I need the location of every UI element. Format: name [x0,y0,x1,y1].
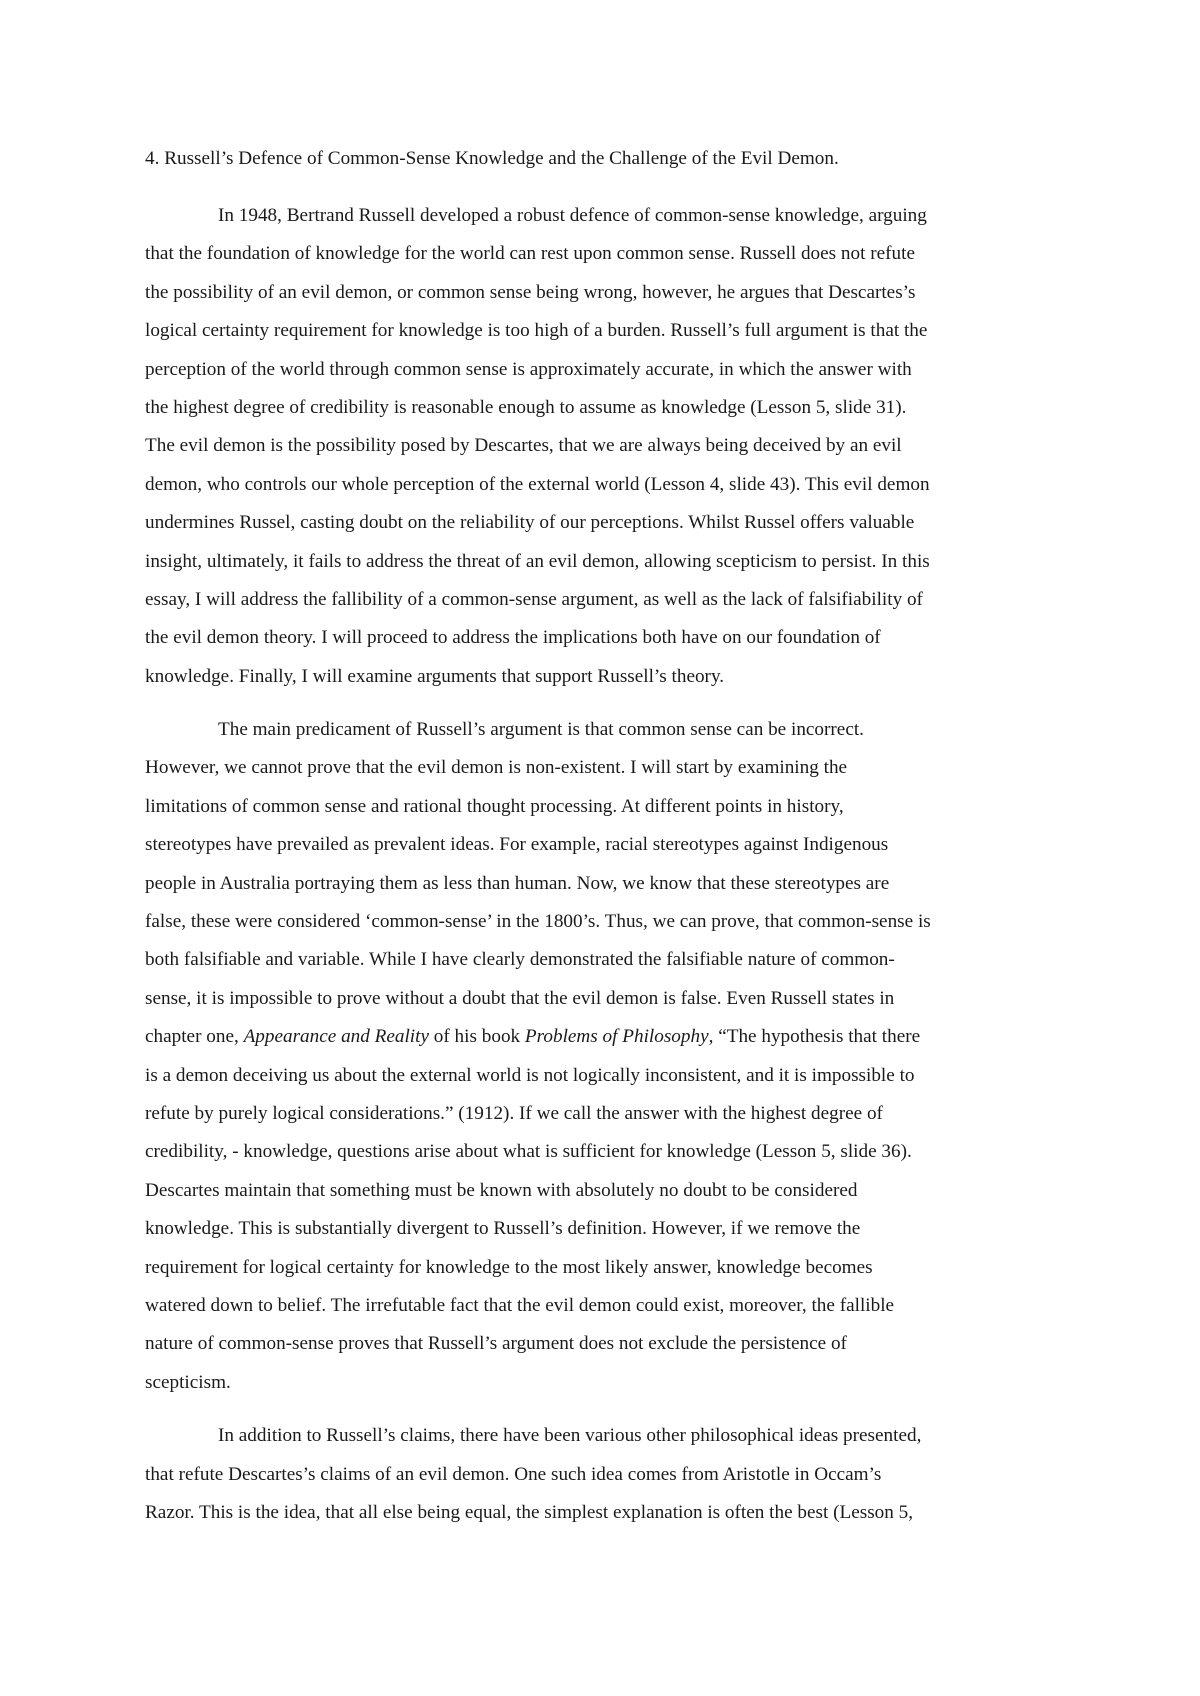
paragraph-line: watered down to belief. The irrefutable fact that the evil demon could exist, moreover, the fallible [145,1294,895,1316]
paragraph-line: stereotypes have prevailed as prevalent ideas. For example, racial stereotypes against Indigenous [145,834,889,856]
paragraph-3 [145,1417,1065,1532]
paragraph-line: knowledge. This is substantially divergent to Russell’s definition. However, if we remove the [145,1218,861,1240]
line-segment: , “The hypothesis that there [708,1026,921,1048]
paragraph-line: scepticism. [145,1371,231,1393]
paragraph-line: is a demon deceiving us about the external world is not logically inconsistent, and it is impossible to [145,1064,915,1086]
line-segment: chapter one, [145,1026,244,1048]
paragraph-line: essay, I will address the fallibility of a common-sense argument, as well as the lack of falsifiability of [145,588,923,610]
paragraph-line: In addition to Russell’s claims, there have been various other philosophical ideas presented, [218,1425,922,1447]
paragraph-line: Descartes maintain that something must be known with absolutely no doubt to be considered [145,1179,858,1201]
line-segment: of his book [428,1026,525,1048]
paragraph-line: The main predicament of Russell’s argument is that common sense can be incorrect. [218,719,864,741]
book-title: Problems of Philosophy [524,1026,709,1048]
paragraph-line: the evil demon theory. I will proceed to address the implications both have on our foundation of [145,627,881,649]
paragraph-line: logical certainty requirement for knowledge is too high of a burden. Russell’s full argument is that the [145,320,928,342]
paragraph-line: limitations of common sense and rational thought processing. At different points in history, [145,795,844,817]
essay-body [145,136,1065,1547]
paragraph-line: sense, it is impossible to prove without a doubt that the evil demon is false. Even Russell states in [145,987,895,1009]
paragraph-line: However, we cannot prove that the evil demon is non-existent. I will start by examining the [145,757,848,779]
paragraph-line: false, these were considered ‘common-sense’ in the 1800’s. Thus, we can prove, that common-sense is [145,911,931,933]
paragraph-line: that refute Descartes’s claims of an evil demon. One such idea comes from Aristotle in Occam’s [145,1463,882,1485]
paragraph-line: both falsifiable and variable. While I have clearly demonstrated the falsifiable nature of common- [145,949,895,971]
paragraph-1 [145,197,1065,696]
section-heading: 4. Russell’s Defence of Common-Sense Knowledge and the Challenge of the Evil Demon. [145,148,839,169]
paragraph-line: requirement for logical certainty for knowledge to the most likely answer, knowledge becomes [145,1256,873,1278]
paragraph-line: nature of common-sense proves that Russell’s argument does not exclude the persistence of [145,1333,847,1355]
paragraph-line: people in Australia portraying them as less than human. Now, we know that these stereotypes are [145,872,890,894]
paragraph-line: In 1948, Bertrand Russell developed a robust defence of common-sense knowledge, arguing [218,205,927,226]
paragraph-2 [145,711,1065,1402]
paragraph-line: perception of the world through common sense is approximately accurate, in which the answer with [145,358,912,380]
paragraph-line: credibility, - knowledge, questions arise about what is sufficient for knowledge (Lesson 5, slide 36). [145,1141,912,1163]
paragraph-line: undermines Russel, casting doubt on the reliability of our perceptions. Whilst Russel offers valuable [145,512,915,534]
paragraph-line: insight, ultimately, it fails to address the threat of an evil demon, allowing scepticism to persist. In this [145,550,930,572]
paragraph-line: knowledge. Finally, I will examine arguments that support Russell’s theory. [145,665,725,687]
paragraph-line: the possibility of an evil demon, or common sense being wrong, however, he argues that Descartes’s [145,281,916,303]
paragraph-line: demon, who controls our whole perception of the external world (Lesson 4, slide 43). This evil demon [145,473,930,495]
chapter-title: Appearance and Reality [243,1026,429,1048]
paragraph-line: The evil demon is the possibility posed by Descartes, that we are always being deceived by an evil [145,435,902,457]
paragraph-line: that the foundation of knowledge for the world can rest upon common sense. Russell does not refute [145,243,915,265]
paragraph-line: the highest degree of credibility is reasonable enough to assume as knowledge (Lesson 5, slide 31). [145,396,907,418]
paragraph-line: Razor. This is the idea, that all else being equal, the simplest explanation is often the best (Lesson 5, [145,1501,914,1523]
paragraph-line: refute by purely logical considerations.” (1912). If we call the answer with the highest degree of [145,1102,883,1124]
paragraph-line-with-titles [145,1018,1065,1056]
